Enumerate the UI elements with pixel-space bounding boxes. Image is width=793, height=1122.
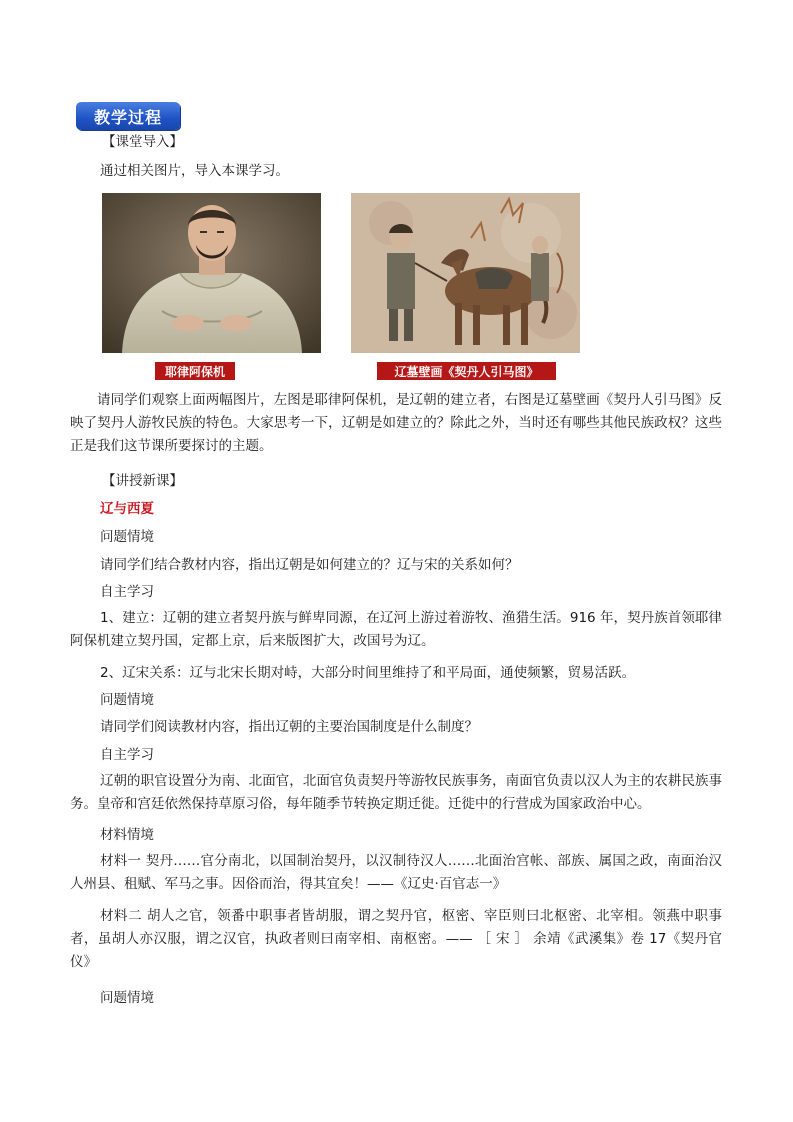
portrait-caption: 耶律阿保机 xyxy=(155,362,235,380)
s2-label: 自主学习 xyxy=(100,747,154,763)
mural-image xyxy=(351,193,580,353)
topic-title: 辽与西夏 xyxy=(100,501,154,517)
q3-label: 问题情境 xyxy=(100,990,154,1006)
s1-paragraph-2: 2、辽宋关系：辽与北宋长期对峙，大部分时间里维持了和平局面，通使频繁，贸易活跃。 xyxy=(100,665,636,681)
portrait-illustration xyxy=(102,193,321,353)
intro-paragraph: 请同学们观察上面两幅图片，左图是耶律阿保机，是辽朝的建立者，右图是辽墓壁画《契丹人引马图》反映了契丹人游牧民族的特色。大家思考一下，辽朝是如建立的？除此之外，当时还有哪些其他民族政权？这些正是我们这节课所要探讨的主题。 xyxy=(70,392,722,454)
q1-label: 问题情境 xyxy=(100,529,154,545)
new-lesson-heading: 【讲授新课】 xyxy=(102,473,183,489)
intro-heading: 【课堂导入】 xyxy=(102,134,183,150)
material-label: 材料情境 xyxy=(100,827,154,843)
s1-paragraph-1: 1、建立：辽朝的建立者契丹族与鲜卑同源，在辽河上游过着游牧、渔猎生活。916 年，契丹族首领耶律阿保机建立契丹国，定都上京，后来版图扩大，改国号为辽。 xyxy=(70,610,722,649)
intro-line: 通过相关图片，导入本课学习。 xyxy=(100,163,289,179)
s2-paragraph-1: 辽朝的职官设置分为南、北面官，北面官负责契丹等游牧民族事务，南面官负责以汉人为主的农耕民族事务。皇帝和宫廷依然保持草原习俗，每年随季节转换定期迁徙。迁徙中的行营成为国家政治中心。 xyxy=(70,773,722,812)
portrait-image xyxy=(102,193,321,353)
q2-text: 请同学们阅读教材内容，指出辽朝的主要治国制度是什么制度？ xyxy=(100,719,478,735)
section-banner: 教学过程 xyxy=(76,102,180,130)
mural-caption: 辽墓壁画《契丹人引马图》 xyxy=(377,362,556,380)
q2-label: 问题情境 xyxy=(100,692,154,708)
s1-label: 自主学习 xyxy=(100,584,154,600)
material-one: 材料一 契丹……官分南北，以国制治契丹，以汉制待汉人……北面治宫帐、部族、属国之政，南面治汉人州县、租赋、军马之事。因俗而治，得其宜矣！——《辽史·百官志一》 xyxy=(70,853,722,892)
mural-illustration xyxy=(351,193,580,353)
material-two: 材料二 胡人之官，领番中职事者皆胡服，谓之契丹官，枢密、宰臣则曰北枢密、北宰相。领燕中职事者，虽胡人亦汉服，谓之汉官，执政者则曰南宰相、南枢密。—— ［ 宋 ］ 余靖《武溪集》卷 17《契丹官仪》 xyxy=(70,908,722,970)
q1-text: 请同学们结合教材内容，指出辽朝是如何建立的？辽与宋的关系如何？ xyxy=(100,557,519,573)
